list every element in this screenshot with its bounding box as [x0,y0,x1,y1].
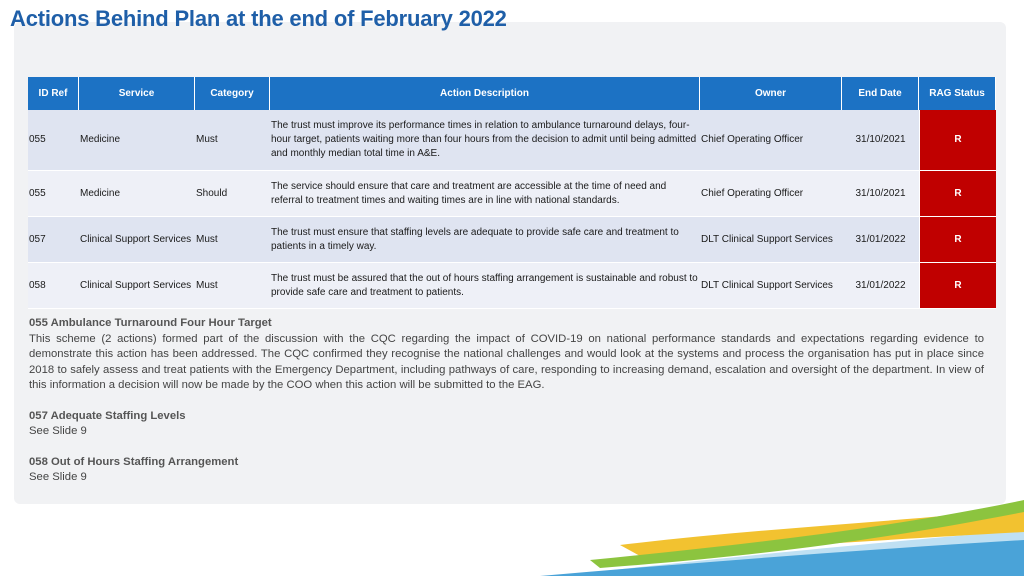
header-action-description: Action Description [270,77,700,110]
header-end-date: End Date [842,77,919,110]
header-id-ref: ID Ref [28,77,79,110]
cell-category: Should [195,171,270,217]
cell-service: Medicine [79,171,195,217]
note-heading: 058 Out of Hours Staffing Arrangement [29,455,239,468]
note-heading: 057 Adequate Staffing Levels [29,409,186,422]
table-header-row [28,77,996,110]
table-row [28,217,996,263]
cell-action-description: The trust must improve its performance times in relation to ambulance turnaround delays, four-hour target, patients waiting more than four hours from the decision to admit until being admitted and monthly median total time in A&E. [270,110,700,171]
cell-category: Must [195,110,270,171]
cell-rag-status: R [919,171,996,217]
cell-action-description: The service should ensure that care and treatment are accessible at the time of need and referral to treatment times and waiting times are in line with national standards. [270,171,700,217]
cell-action-description: The trust must be assured that the out of hours staffing arrangement is sustainable and robust to provide safe care and treatment to patients. [270,263,700,309]
cell-end-date: 31/10/2021 [842,171,919,217]
cell-rag-status: R [919,217,996,263]
cell-action-description: The trust must ensure that staffing levels are adequate to provide safe care and treatment to patients in a timely way. [270,217,700,263]
note-body: See Slide 9 [29,471,87,483]
page-title: Actions Behind Plan at the end of February 2022 [10,6,507,31]
cell-id-ref: 058 [28,263,79,309]
note-body: See Slide 9 [29,425,87,437]
table-row [28,263,996,309]
table-row [28,110,996,171]
header-category: Category [195,77,270,110]
cell-service: Clinical Support Services [79,217,195,263]
table-row [28,171,996,217]
note-body: This scheme (2 actions) formed part of the discussion with the CQC regarding the impact of COVID-19 on national performance standards and expectations regarding evidence to demonstrate this action has been addressed. The CQC confirmed they recognise the national challenges and would look at the systems and process the organisation has put in place since 2018 to safely assess and treat patients with the Emergency Department, including pathways of care, responding to increasing demand, escalation and oversight of the department. In view of this information a decision will now be made by the COO when this action will be submitted to the EAG. [29,332,984,391]
cell-owner: Chief Operating Officer [700,110,842,171]
cell-owner: DLT Clinical Support Services [700,217,842,263]
cell-category: Must [195,217,270,263]
header-service: Service [79,77,195,110]
cell-service: Clinical Support Services [79,263,195,309]
cell-end-date: 31/01/2022 [842,217,919,263]
cell-id-ref: 057 [28,217,79,263]
cell-owner: DLT Clinical Support Services [700,263,842,309]
cell-rag-status: R [919,110,996,171]
cell-id-ref: 055 [28,110,79,171]
actions-table [28,77,996,309]
cell-owner: Chief Operating Officer [700,171,842,217]
cell-service: Medicine [79,110,195,171]
cell-id-ref: 055 [28,171,79,217]
header-rag-status: RAG Status [919,77,996,110]
header-owner: Owner [700,77,842,110]
cell-end-date: 31/01/2022 [842,263,919,309]
notes-section [29,316,984,486]
cell-rag-status: R [919,263,996,309]
cell-end-date: 31/10/2021 [842,110,919,171]
note-heading: 055 Ambulance Turnaround Four Hour Target [29,317,272,329]
cell-category: Must [195,263,270,309]
